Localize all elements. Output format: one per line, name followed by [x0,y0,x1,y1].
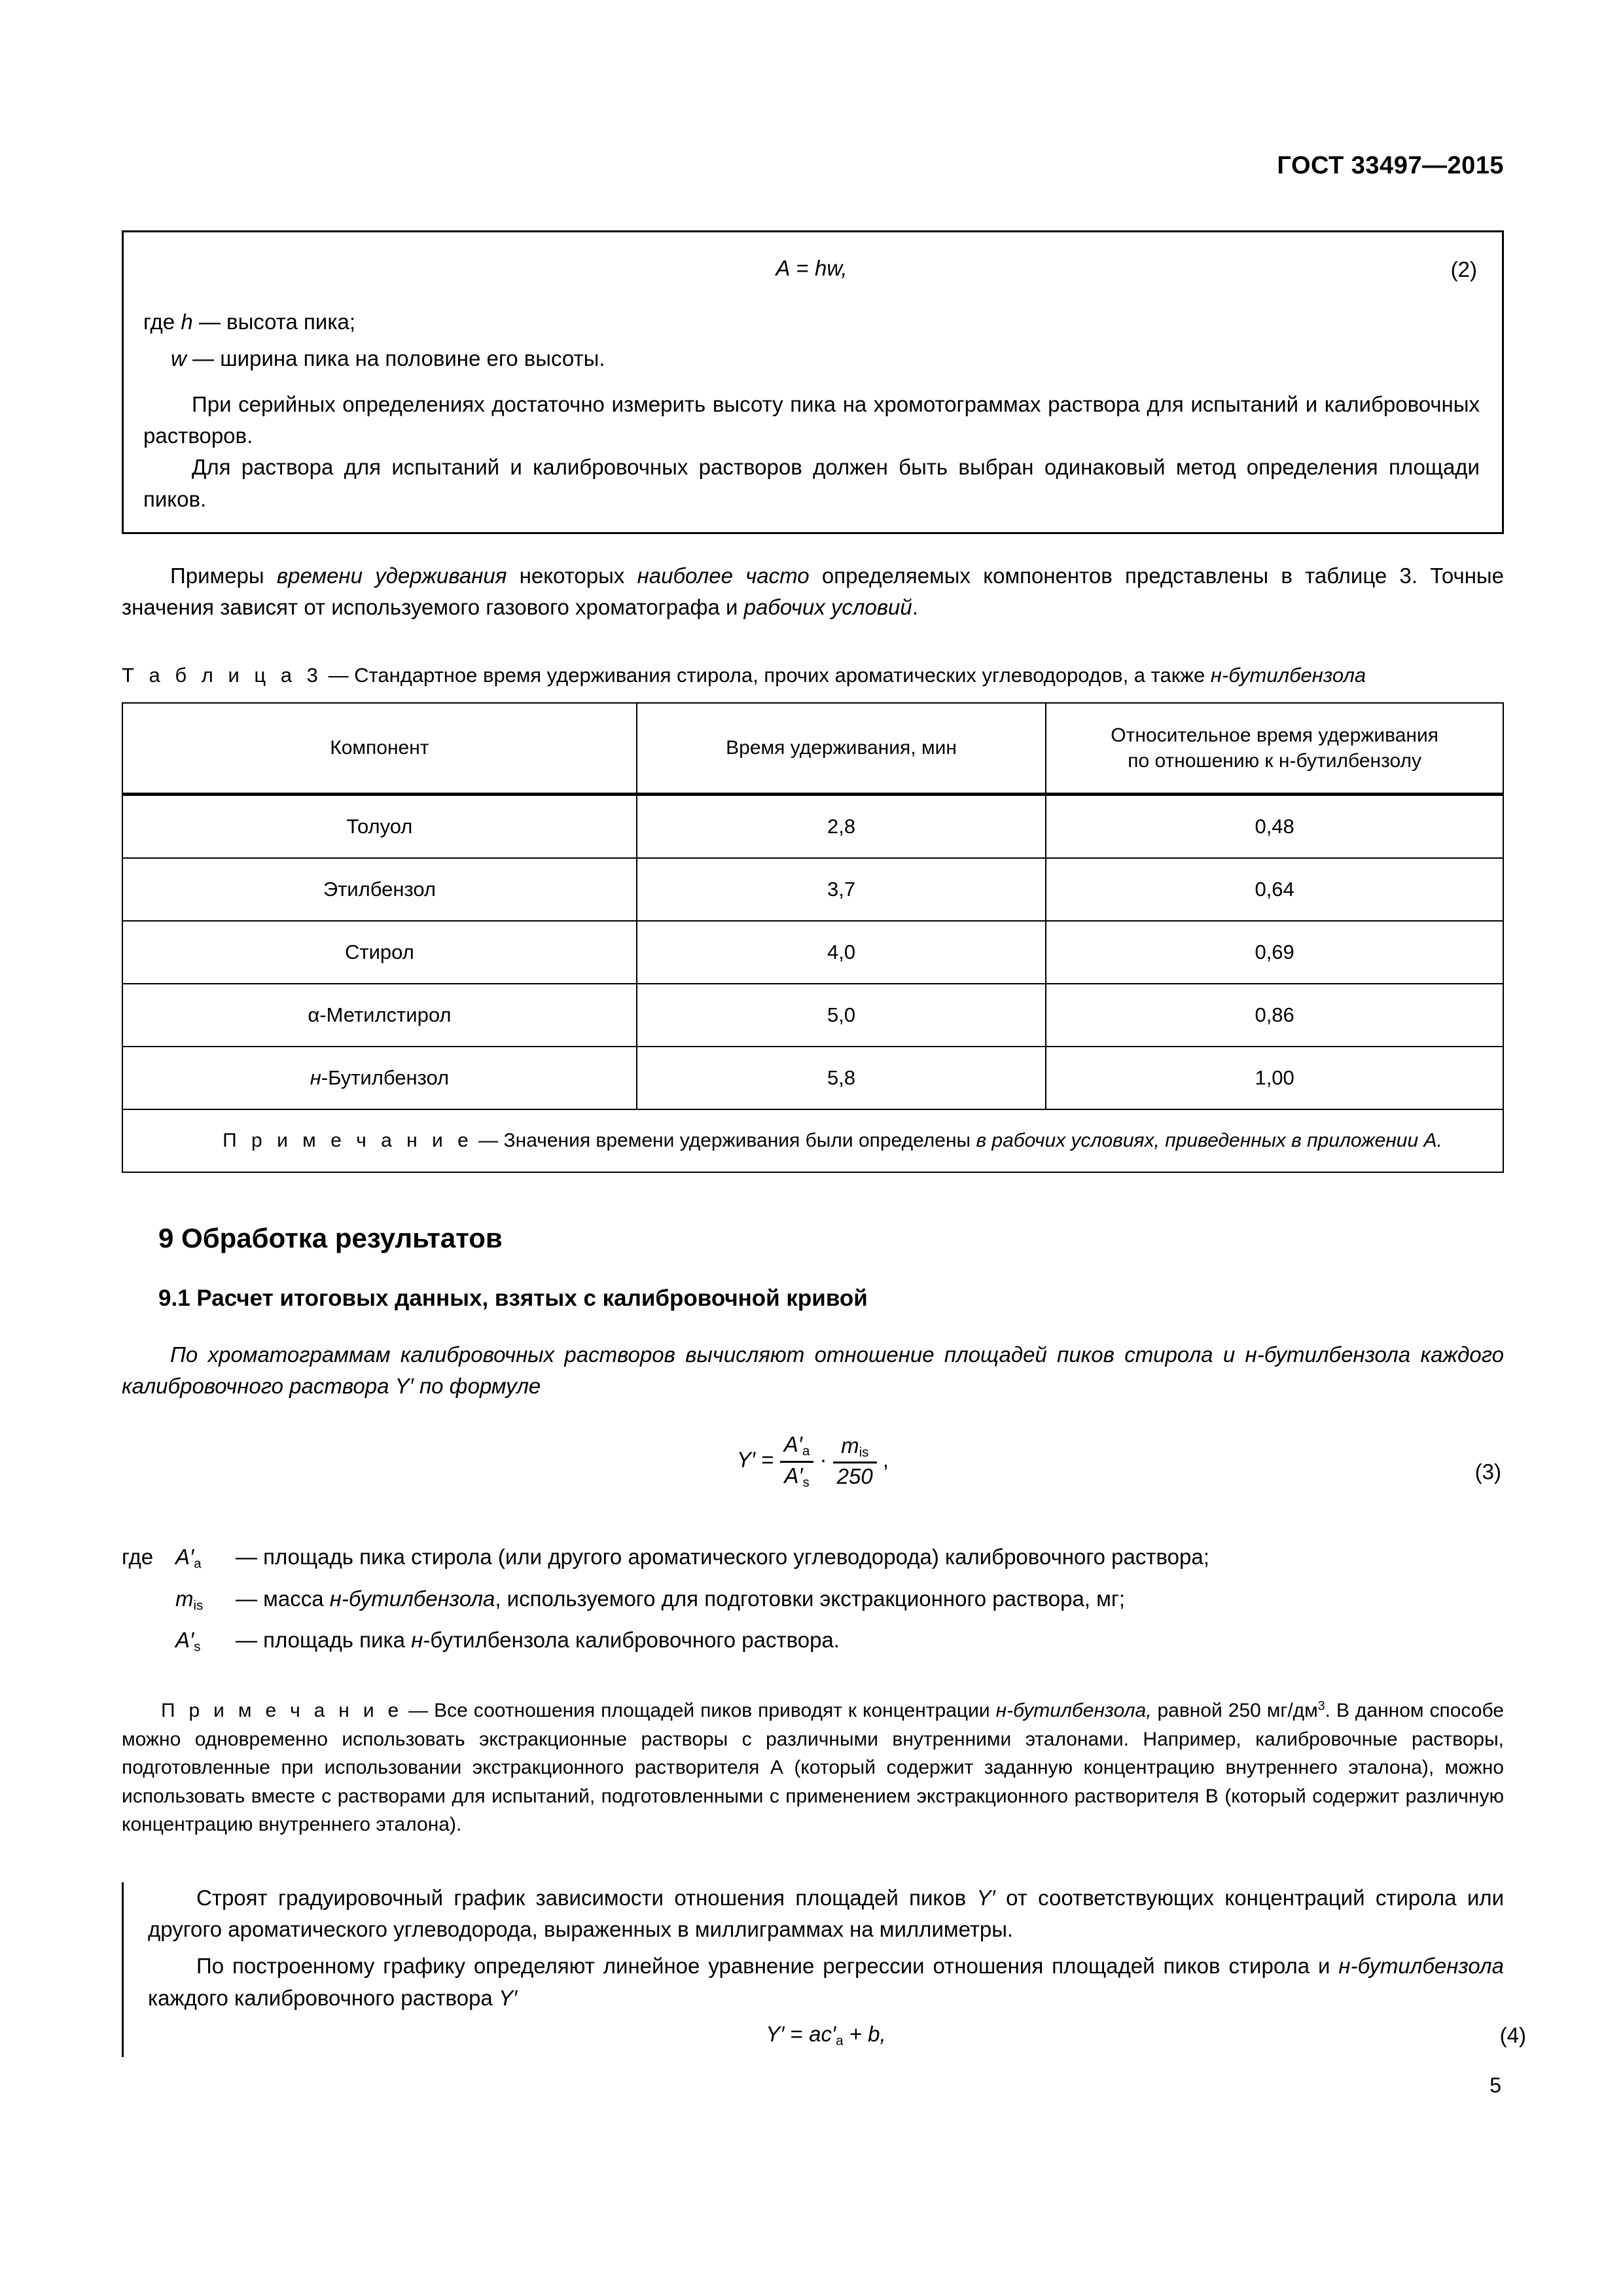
definition-row [122,1583,1504,1616]
cell-relative-time: 0,86 [1046,984,1503,1047]
intro-italic-1: времени удерживания [276,563,507,588]
definition-body: площадь пика стирола (или другого ароматического углеводорода) калибровочного раствора; [263,1545,1209,1570]
formula-3-num2-subscript: is [859,1444,869,1460]
where-w-line [143,342,1480,375]
formula-2-equals: = [796,256,809,280]
formula-4-number: (4) [1499,2022,1526,2047]
formula-4 [148,2021,1526,2057]
table-row [122,1047,1503,1109]
formula-2-rhs: hw, [815,256,847,280]
intro-part-1: Примеры [170,563,277,588]
definition-text [236,1624,1504,1657]
table-note-dash: — [478,1130,499,1152]
cell-component: Толуол [122,794,637,858]
definition-symbol-base: m [175,1586,194,1611]
cell-component [122,1047,637,1109]
cell-retention-time: 4,0 [637,921,1046,984]
definition-symbol-base: A′ [175,1628,194,1653]
formula-4-equals: = [790,2021,803,2046]
definition-dash: — [236,1545,257,1570]
cell-relative-time: 1,00 [1046,1047,1503,1109]
formula-3-num2-symbol: m [841,1433,859,1458]
intro-italic-2: наиболее часто [637,563,810,588]
table-3-header-row [122,703,1503,795]
formula-4-rhs-a: ac′ [809,2021,836,2046]
note-text-1: Все соотношения площадей пиков приводят к концентрации [434,1700,996,1722]
column-header-relative-line-1: Относительное время удерживания [1111,724,1438,746]
definition-body-before: площадь пика [263,1628,412,1653]
note-dash: — [408,1700,429,1722]
definition-symbol-subscript: a [194,1556,202,1572]
formula-2-box [122,230,1504,534]
intro-paragraph [122,560,1504,623]
box-paragraph-1: При серийных определениях достаточно измерить высоту пика на хромотограммах раствора для испытаний и калибровочных растворов. [143,392,1480,448]
definition-text [236,1541,1504,1574]
table-note-label: П р и м е ч а н и е [223,1130,473,1152]
cell-component: α-Метилстирол [122,984,637,1047]
formula-2-number: (2) [1450,257,1477,281]
symbol-h: h [181,310,193,334]
formula-3-den1-symbol: A′ [784,1463,803,1488]
intro-part-3: определяемых компонентов представлены в таблице 3. Точные значения зависят от используемого газового хроматографа и [122,563,1504,619]
definition-body-after: , используемого для подготовки экстракционного раствора, мг; [495,1586,1126,1611]
page-number: 5 [1489,2073,1501,2097]
note-text-3: . В данном способе можно одновременно использовать экстракционные растворы с различными внутренними эталонами. Например, калибровочные растворы, подготовленные при использовании экстракционного растворителя А (который содержит заданную концентрацию внутреннего эталона), можно использовать вместе с растворами для испытаний, подготовленными с применением экстракционного растворителя В (который содержит различную концентрацию внутреннего эталона). [122,1700,1504,1836]
where-h-line [143,306,1480,338]
section-9-heading: 9 Обработка результатов [158,1222,503,1253]
cell-relative-time: 0,64 [1046,858,1503,921]
cell-relative-time: 0,69 [1046,921,1503,984]
where-keyword: где [143,310,175,334]
table-3-head [122,703,1503,795]
definition-dash: — [236,1586,257,1611]
formula-2-lhs: A [776,256,791,280]
changebar-p2-italic-1: н-бутилбензола [1338,1954,1504,1979]
table-row [122,858,1503,921]
table-3-caption-text: Стандартное время удерживания стирола, прочих ароматических углеводородов, а также [354,664,1211,687]
section-9-1-subheading: 9.1 Расчет итоговых данных, взятых с калибровочной кривой [158,1285,868,1311]
table-row [122,984,1503,1047]
dash-h: — [198,310,221,334]
formula-3-denominator-2: 250 [836,1464,873,1489]
cell-retention-time: 5,8 [637,1047,1046,1109]
table-3-caption [122,661,1504,691]
changebar-p2-part-b: каждого калибровочного раствора [148,1985,499,2010]
cell-retention-time: 5,0 [637,984,1046,1047]
cell-retention-time: 3,7 [637,858,1046,921]
definition-lead-keyword [122,1583,175,1616]
intro-italic-3: рабочих условий [743,594,912,619]
changebar-p2-italic-2: Y′ [498,1985,518,2010]
table-3-label: Т а б л и ц а 3 [122,664,323,687]
table-row [122,921,1503,984]
definition-symbol-base: A′ [175,1545,194,1570]
where-w-text: ширина пика на половине его высоты. [220,346,605,370]
formula-3-comma: , [882,1447,889,1472]
note-italic-1: н-бутилбензола, [995,1700,1152,1722]
dash-w: — [192,346,215,370]
formula-4-rhs-subscript: a [836,2033,844,2049]
definition-symbol [175,1583,236,1616]
page-content [122,230,1526,2057]
definition-symbol-subscript: is [193,1598,204,1613]
column-header-relative-line-2: по отношению к н-бутилбензолу [1128,749,1422,772]
table-3-body [122,794,1503,1172]
definition-body-italic: н [411,1628,423,1653]
formula-3-num1-subscript: a [802,1444,810,1460]
table-row [122,794,1503,858]
table-note-row [122,1109,1503,1172]
definition-symbol [175,1624,236,1657]
revision-marked-block [122,1882,1526,2057]
definition-lead-keyword: где [122,1545,154,1570]
cell-component: Стирол [122,921,637,984]
formula-3-num1-symbol: A′ [783,1432,802,1457]
formula-3-numerator-1 [780,1433,814,1462]
definition-body-before: масса [263,1586,330,1611]
section-9-1-note [122,1696,1504,1839]
formula-3-den1-subscript: s [802,1475,810,1490]
definition-symbol [175,1541,236,1574]
table-note-cell [122,1109,1503,1172]
definition-lead-keyword [122,1624,175,1657]
cell-retention-time: 2,8 [637,794,1046,858]
note-superscript: 3 [1317,1698,1325,1713]
changebar-p1-italic: Y′ [976,1885,995,1910]
definition-row [122,1624,1504,1657]
table-note-text-italic: в рабочих условиях, приведенных в приложении А. [976,1130,1442,1152]
definition-symbol-subscript: s [194,1639,201,1655]
formula-2 [143,256,1480,286]
formula-3 [122,1433,1504,1512]
change-bar [122,1882,124,2057]
table-3 [122,702,1504,1173]
formula-3-definitions [122,1541,1504,1657]
changebar-p1-part-b: от соответствующих концентраций стирола или другого ароматического углеводорода, выраженных в миллиграммах на миллиметры. [148,1885,1505,1942]
formula-3-multiply-dot: · [819,1447,827,1472]
formula-3-equals: = [761,1447,774,1472]
definition-body-italic: н-бутилбензола [329,1586,495,1611]
note-text-2: равной 250 мг/дм [1151,1700,1318,1722]
formula-3-numerator-2 [833,1435,877,1463]
formula-3-denominator-1 [780,1463,814,1490]
note-label: П р и м е ч а н и е [161,1700,403,1722]
formula-3-lhs: Y′ [736,1447,756,1472]
cell-component-italic-prefix: н [310,1066,321,1089]
changebar-paragraph-1 [148,1882,1504,1945]
changebar-paragraph-2 [148,1950,1504,2013]
intro-part-4: . [912,594,918,619]
table-3-caption-dash: — [328,664,349,687]
definition-text [236,1583,1504,1616]
definition-dash: — [236,1628,257,1653]
cell-relative-time: 0,48 [1046,794,1503,858]
cell-component: Этилбензол [122,858,637,921]
column-header-relative-retention-time [1046,703,1503,795]
standard-header: ГОСТ 33497—2015 [1277,152,1504,179]
formula-3-number: (3) [1474,1460,1501,1484]
cell-component-rest: -Бутилбензол [321,1066,450,1089]
definition-row [122,1541,1504,1574]
changebar-p1-part-a: Строят градуировочный график зависимости отношения площадей пиков [196,1885,977,1910]
formula-3-fraction-mass [833,1435,877,1488]
section-9-1-intro: По хроматограммам калибровочных растворов вычисляют отношение площадей пиков стирола и н-бутилбензола каждого калибровочного раствора Y′ по формуле [122,1342,1504,1399]
column-header-component: Компонент [122,703,637,795]
table-3-caption-italic: н-бутилбензола [1210,664,1366,687]
box-paragraph-2: Для раствора для испытаний и калибровочных растворов должен быть выбран одинаковый метод определения площади пиков. [143,455,1480,511]
formula-4-rhs-b: + b, [849,2021,886,2046]
symbol-w: w [171,346,187,370]
formula-3-fraction-areas [780,1433,814,1489]
intro-part-2: некоторых [507,563,637,588]
definition-body-after: -бутилбензола калибровочного раствора. [423,1628,840,1653]
column-header-retention-time: Время удерживания, мин [637,703,1046,795]
table-note-text-plain: Значения времени удерживания были определены [503,1130,976,1152]
changebar-p2-part-a: По построенному графику определяют линейное уравнение регрессии отношения площадей пиков стирола и [196,1954,1339,1979]
where-h-text: высота пика; [226,310,356,334]
formula-4-lhs: Y′ [766,2021,785,2046]
